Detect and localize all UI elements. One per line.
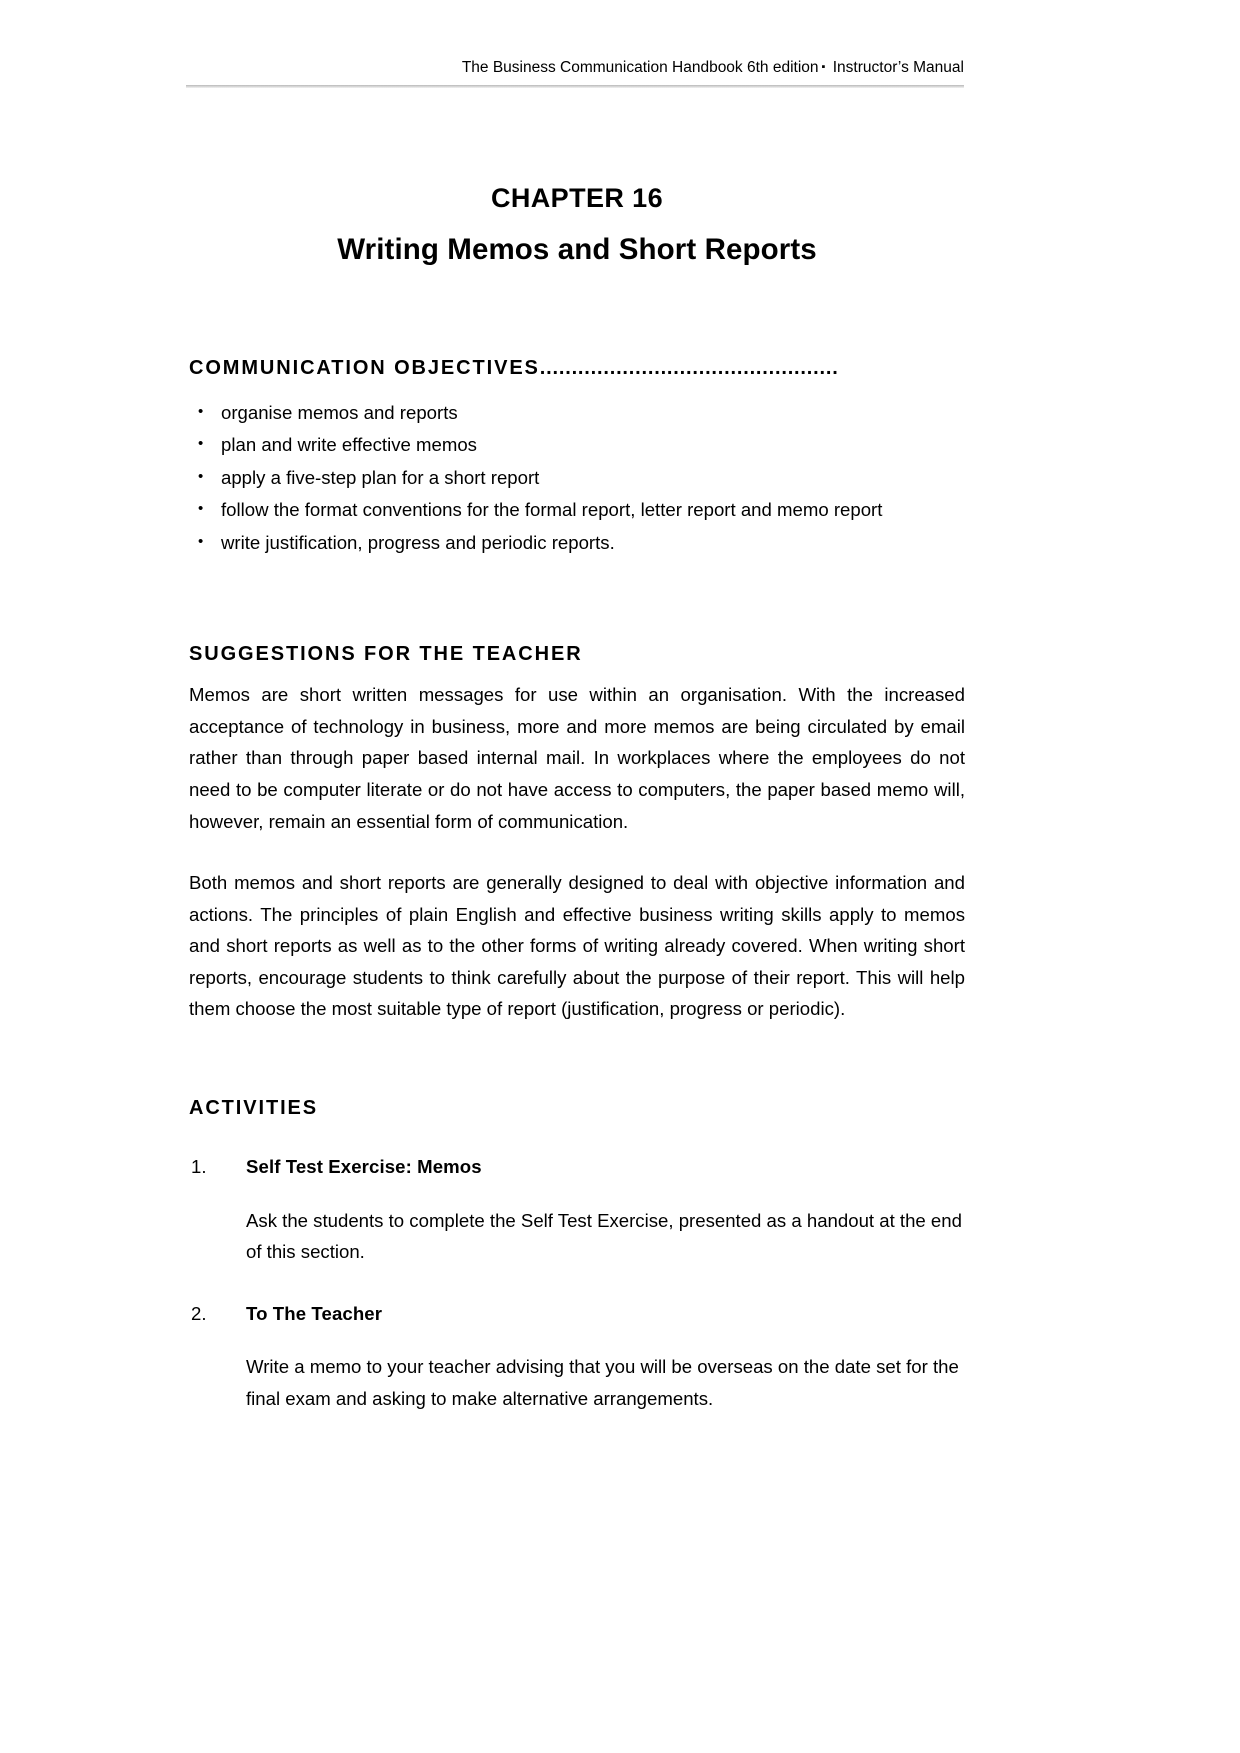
- list-item: • organise memos and reports: [189, 397, 965, 430]
- communication-objectives-heading: [189, 355, 965, 381]
- activity-body: Write a memo to your teacher advising that you will be overseas on the date set for the final exam and asking to make alternative arrangements.: [246, 1356, 959, 1410]
- suggestions-heading: SUGGESTIONS FOR THE TEACHER: [189, 643, 583, 666]
- list-item: • apply a five-step plan for a short report: [189, 462, 965, 495]
- activities-heading: ACTIVITIES: [189, 1097, 319, 1120]
- activity-title: Self Test Exercise: Memos: [246, 1156, 482, 1178]
- header-separator-icon: ▪: [821, 61, 826, 73]
- suggestions-paragraph-1: Memos are short written messages for use within an organisation. With the increased acceptance of technology in business, more and more memos are being circulated by email rather than through paper based internal mail. In workplaces where the employees do not need to be computer literate or do not have access to computers, the paper based memo will, however, remain an essential form of communication.: [189, 684, 965, 832]
- activity-item: [189, 1151, 965, 1268]
- list-item: • follow the format conventions for the formal report, letter report and memo report: [189, 494, 965, 527]
- objectives-heading-dots: ...............................................: [539, 356, 839, 379]
- activity-number: 1.: [191, 1156, 207, 1178]
- document-content: [189, 120, 965, 1415]
- header-manual-label: Instructor’s Manual: [832, 59, 964, 77]
- header-book-title: The Business Communication Handbook 6th edition: [461, 59, 819, 77]
- chapter-number: CHAPTER 16: [490, 183, 664, 213]
- objectives-heading-text: COMMUNICATION OBJECTIVES: [189, 356, 540, 379]
- activity-title: To The Teacher: [246, 1302, 383, 1324]
- activity-number: 2.: [191, 1302, 207, 1324]
- activity-body: Ask the students to complete the Self Test Exercise, presented as a handout at the end of this section.: [246, 1209, 962, 1263]
- objectives-list: [189, 397, 965, 560]
- header-divider: [186, 85, 964, 88]
- running-header: [186, 58, 964, 78]
- list-item: • write justification, progress and periodic reports.: [189, 527, 965, 560]
- list-item: • plan and write effective memos: [189, 429, 965, 462]
- suggestions-paragraph-2: Both memos and short reports are generally designed to deal with objective information and actions. The principles of plain English and effective business writing skills apply to memos and short reports as well as to the other forms of writing already covered. When writing short reports, encourage students to think carefully about the purpose of their report. This will help them choose the most suitable type of report (justification, progress or periodic).: [189, 872, 965, 1020]
- activity-item: [189, 1298, 965, 1415]
- chapter-title: Writing Memos and Short Reports: [337, 232, 817, 266]
